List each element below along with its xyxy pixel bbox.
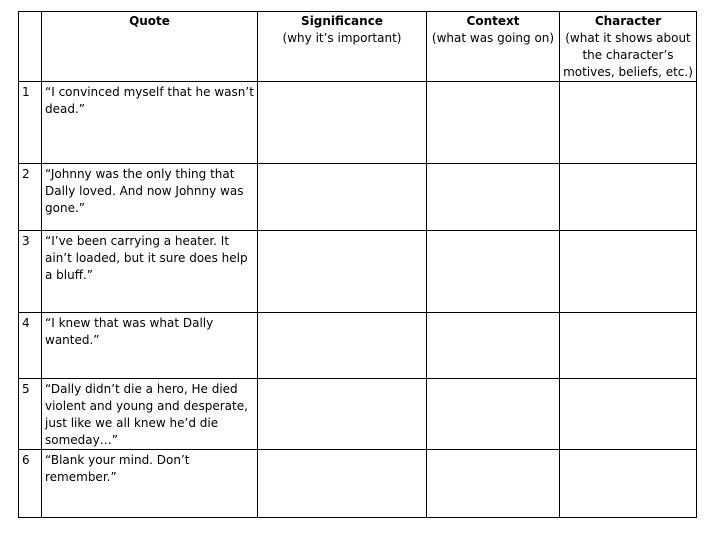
table-row <box>19 164 697 231</box>
context-cell[interactable] <box>427 313 560 379</box>
header-character-title: Character <box>594 14 662 28</box>
header-significance <box>258 12 427 82</box>
header-context-subtitle: (what was going on) <box>431 31 555 45</box>
quote-analysis-table <box>18 11 697 518</box>
quote-cell: “I convinced myself that he wasn’t dead.” <box>42 82 258 164</box>
table-row <box>19 379 697 450</box>
significance-cell[interactable] <box>258 82 427 164</box>
header-character-subtitle: (what it shows about the character’s motives, beliefs, etc.) <box>563 31 693 79</box>
character-cell[interactable] <box>560 231 697 313</box>
header-number-cell <box>19 12 42 82</box>
context-cell[interactable] <box>427 164 560 231</box>
character-cell[interactable] <box>560 164 697 231</box>
row-number: 2 <box>19 164 42 231</box>
context-cell[interactable] <box>427 450 560 518</box>
header-row <box>19 12 697 82</box>
table-row <box>19 231 697 313</box>
header-significance-subtitle: (why it’s important) <box>282 31 402 45</box>
quote-cell: “Blank your mind. Don’t remember.” <box>42 450 258 518</box>
table-row <box>19 450 697 518</box>
header-quote-title: Quote <box>129 14 170 28</box>
significance-cell[interactable] <box>258 313 427 379</box>
character-cell[interactable] <box>560 379 697 450</box>
character-cell[interactable] <box>560 450 697 518</box>
character-cell[interactable] <box>560 82 697 164</box>
row-number: 3 <box>19 231 42 313</box>
significance-cell[interactable] <box>258 231 427 313</box>
row-number: 4 <box>19 313 42 379</box>
quote-cell: “I knew that was what Dally wanted.” <box>42 313 258 379</box>
context-cell[interactable] <box>427 231 560 313</box>
header-context <box>427 12 560 82</box>
header-quote <box>42 12 258 82</box>
row-number: 6 <box>19 450 42 518</box>
row-number: 1 <box>19 82 42 164</box>
context-cell[interactable] <box>427 82 560 164</box>
significance-cell[interactable] <box>258 379 427 450</box>
significance-cell[interactable] <box>258 164 427 231</box>
quote-cell: “I’ve been carrying a heater. It ain’t loaded, but it sure does help a bluff.” <box>42 231 258 313</box>
header-significance-title: Significance <box>301 14 383 28</box>
table-row <box>19 82 697 164</box>
header-context-title: Context <box>466 14 520 28</box>
row-number: 5 <box>19 379 42 450</box>
significance-cell[interactable] <box>258 450 427 518</box>
header-character <box>560 12 697 82</box>
character-cell[interactable] <box>560 313 697 379</box>
table-row <box>19 313 697 379</box>
quote-cell: “Dally didn’t die a hero, He died violent and young and desperate, just like we all knew he’d die someday…” <box>42 379 258 450</box>
context-cell[interactable] <box>427 379 560 450</box>
quote-cell: “Johnny was the only thing that Dally loved. And now Johnny was gone.” <box>42 164 258 231</box>
